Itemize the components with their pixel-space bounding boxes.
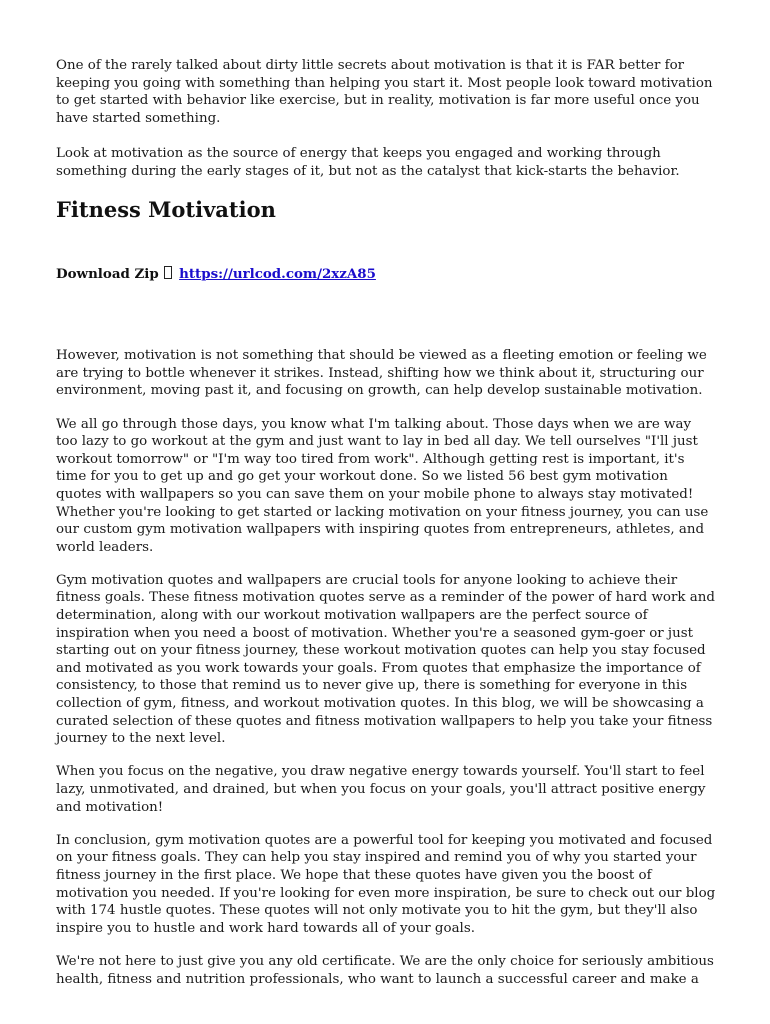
body-paragraph: We're not here to just give you any old certificate. We are the only choice for seriously ambitious health, fitness and nutrition professionals, who want to launch a successful career and make a	[56, 953, 714, 987]
body-paragraph: We all go through those days, you know what I'm talking about. Those days when we are way too lazy to go workout at the gym and just want to lay in bed all day. We tell ourselves "I'll just workout tomorrow" or "I'm way too tired from work". Although getting rest is important, it's time for you to get up and go get your workout done. So we listed 56 best gym motivation quotes with wallpapers so you can save them on your mobile phone to always stay motivated! Whether you're looking to get started or lacking motivation on your fitness journey, you can use our custom gym motivation wallpapers with inspiring quotes from entrepreneurs, athletes, and world leaders.	[56, 416, 709, 555]
missing-glyph-icon	[164, 266, 172, 279]
article-body	[56, 347, 716, 988]
intro-paragraph-1: One of the rarely talked about dirty little secrets about motivation is that it is FAR better for keeping you going with something than helping you start it. Most people look toward motivation to get started with behavior like exercise, but in reality, motivation is far more useful once you have started something.	[56, 58, 713, 126]
body-paragraph: When you focus on the negative, you draw negative energy towards yourself. You'll start to feel lazy, unmotivated, and drained, but when you focus on your goals, you'll attract positive energy and motivation!	[56, 764, 706, 815]
body-paragraph: Gym motivation quotes and wallpapers are crucial tools for anyone looking to achieve their fitness goals. These fitness motivation quotes serve as a reminder of the power of hard work and determination, along with our workout motivation wallpapers are the perfect source of inspiration when you need a boost of motivation. Whether you're a seasoned gym-goer or just starting out on your fitness journey, these workout motivation quotes can help you stay focused and motivated as you work towards your goals. From quotes that emphasize the importance of consistency, to those that remind us to never give up, there is something for everyone in this collection of gym, fitness, and workout motivation quotes. In this blog, we will be showcasing a curated selection of these quotes and fitness motivation wallpapers to help you take your fitness journey to the next level.	[56, 572, 715, 747]
section-heading: Fitness Motivation	[56, 196, 276, 222]
body-paragraph: In conclusion, gym motivation quotes are a powerful tool for keeping you motivated and focused on your fitness goals. They can help you stay inspired and remind you of why you started your fitness journey in the first place. We hope that these quotes have given you the boost of motivation you needed. If you're looking for even more inspiration, be sure to check out our blog with 174 hustle quotes. These quotes will not only motivate you to hit the gym, but they'll also inspire you to hustle and work hard towards all of your goals.	[56, 832, 716, 936]
download-line	[56, 266, 716, 284]
intro-paragraph-2: Look at motivation as the source of energy that keeps you engaged and working through something during the early stages of it, but not as the catalyst that kick-starts the behavior.	[56, 146, 680, 179]
document-page	[56, 57, 716, 1004]
download-label: Download Zip	[56, 265, 159, 282]
download-link[interactable]: https://urlcod.com/2xzA85	[179, 265, 376, 282]
body-paragraph: However, motivation is not something that should be viewed as a fleeting emotion or feeling we are trying to bottle whenever it strikes. Instead, shifting how we think about it, structuring our environment, moving past it, and focusing on growth, can help develop sustainable motivation.	[56, 348, 707, 399]
